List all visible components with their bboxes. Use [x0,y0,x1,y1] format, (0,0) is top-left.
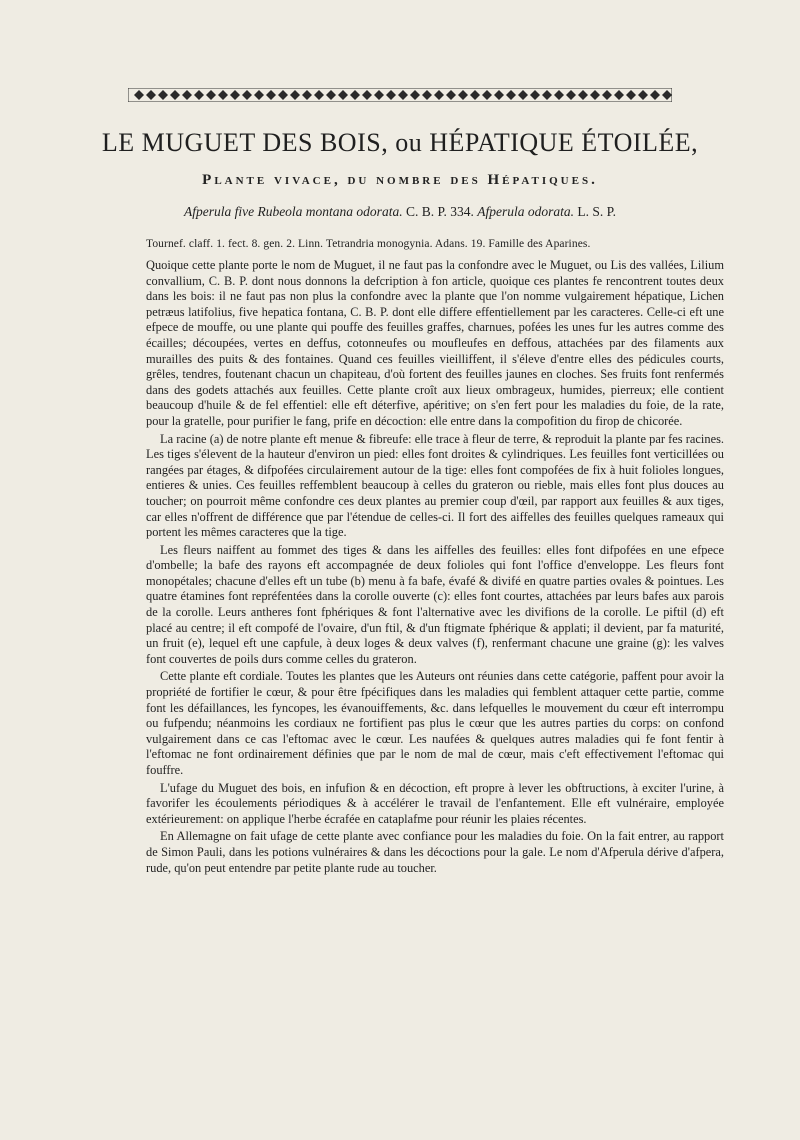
ornament-motif [290,90,300,100]
ornament-motif [422,90,432,100]
ornament-motif [638,90,648,100]
plant-subtitle: Plante vivace, du nombre des Hépatiques. [202,172,598,188]
ornament-motif [206,90,216,100]
ornament-motif [146,90,156,100]
paragraph-2: La racine (a) de notre plante eft menue & fibreufe: elle trace à fleur de terre, & reproduit la plante par fes racines. Les tiges s'élevent de la hauteur d'environ un pied: elles font droites & cylindriques. Les feuilles font verticillées ou rangées par étages, & difpofées circulairement autour de la tige: elles font compofées de fix à huit folioles longues, entieres & unies. Ces feuilles reffemblent beaucoup à celles du grateron ou rieble, mais elles font plus douces au toucher; on pourroit même confondre ces deux plantes au premier coup d'œil, par rapport aux feuilles & aux tiges, car elles n'offrent de différence que par l'étendue de celles-ci. Il fort des aiffelles des feuilles quelques rameaux qui portent les mêmes caracteres que la tige. [146,431,724,540]
ornament-motif [170,90,180,100]
ornament-motif [194,90,204,100]
ornament-motif [554,90,564,100]
ornament-motif [434,90,444,100]
ornament-motif [230,90,240,100]
ornament-motif [626,90,636,100]
ornament-motif [590,90,600,100]
ornament-motif [398,90,408,100]
ornament-motif [482,90,492,100]
ornament-motif [470,90,480,100]
ornament-motif [578,90,588,100]
paragraph-4: Cette plante eft cordiale. Toutes les plantes que les Auteurs ont réunies dans cette catégorie, paffent pour avoir la propriété de fortifier le cœur, & pour être fpécifiques dans les maladies qui femblent attaquer cette partie, comme font les défaillances, les fyncopes, les évanouiffements, &c. dans lefquelles le mouvement du cœur eft interrompu ou fufpendu; néanmoins les cordiaux ne fortifient pas plus le cœur que les autres parties du corps: on confond vulgairement dans ce cas l'eftomac avec le cœur. Les naufées & quelques autres maladies qui fe font fentir à l'eftomac ne font ordinairement définies que par le nom de mal de cœur, mais c'eft effectivement l'eftomac qui fouffre. [146,669,724,777]
ornament-motif [266,90,276,100]
ornament-band [128,88,672,102]
paragraph-5: L'ufage du Muguet des bois, en infufion & en décoction, eft propre à lever les obftructions, à exciter l'urine, à favorifer les écoulements périodiques & à accélérer le travail de l'enfantement. Elle eft vulnéraire, employée extérieurement: on applique l'herbe écrafée en cataplafme pour réunir les plaies récentes. [146,780,724,826]
ornament-motif [374,90,384,100]
ornament-motif [506,90,516,100]
paragraph-1: Quoique cette plante porte le nom de Muguet, il ne faut pas la confondre avec le Muguet, ou Lis des vallées, Lilium convallium, C. B. P. dont nous donnons la defcription à fon article, quoique ces plantes fe rencontrent toutes deux dans les bois: il ne faut pas non plus la confondre avec la plante que l'on nomme vulgairement hépatique, Lichen petræus latifolius, five hepatica fontana, C. B. P. dont elle differe effentiellement par les caracteres. Celle-ci eft une efpece de mouffe, ou une plante qui pouffe des feuilles graffes, charnues, pofées les unes fur les autres comme des écailles; découpées, vertes en deffus, cotonneufes ou moufleufes en deffous, attachées par des filaments aux murailles des puits & des fontaines. Quand ces feuilles vieilliffent, il s'éleve d'entre elles des pédicules courts, grêles, tendres, foutenant chacun un chapiteau, d'où fortent des feuilles jaunes en cloches. Ses fruits font renfermés dans des godets attachés aux feuilles. Cette plante croît aux lieux ombrageux, humides, pierreux; elle contient beaucoup d'huile & de fel effentiel: elle eft déterfive, apéritive; on s'en fert pour les maladies du foie, de la rate, pour la gratelle, pour purifier le fang, prife en décoction: elle entre dans la compofition du firop de chicorée. [146,258,724,428]
ornament-motif [458,90,468,100]
ornament-motif [254,90,264,100]
ornament-motif [518,90,528,100]
ornament-motif [350,90,360,100]
ornament-motif [158,90,168,100]
latin-ref-2: L. S. P. [577,204,617,219]
body-text [146,258,724,878]
page-title: LE MUGUET DES BOIS, ou HÉPATIQUE ÉTOILÉE, [101,128,699,157]
classification-line: Tournef. claff. 1. fect. 8. gen. 2. Linn. Tetrandria monogynia. Adans. 19. Famille des Aparines. [146,238,591,250]
latin-name-1: Afperula five Rubeola montana odorata. [183,204,403,219]
ornament-motif [614,90,624,100]
ornament-motif [326,90,336,100]
ornament-motif [494,90,504,100]
ornament-motif [530,90,540,100]
ornament-motif [278,90,288,100]
ornament-motif [542,90,552,100]
paragraph-3: Les fleurs naiffent au fommet des tiges & dans les aiffelles des feuilles: elles font difpofées en une efpece d'ombelle; la bafe des rayons eft accompagnée de deux folioles qui font l'office d'enveloppe. Les fleurs font monopétales; chacune d'elles eft un tube (b) menu à fa bafe, évafé & divifé en quatre parties ovales & pointues. Les quatre étamines font repréfentées dans la corolle ouverte (c): elles font courtes, attachées par leurs bafes aux parois de la corolle. Leurs antheres font fphériques & font l'alternative avec les divifions de la corolle. Le piftil (d) eft placé au centre; il eft compofé de l'ovaire, d'un ftil, & d'un ftigmate fphérique & applati; il devient, par fa maturité, un fruit (e), lequel eft une capfule, à deux loges & deux valves (f), renfermant chacune une graine (g): les valves font couvertes de poils durs comme celles du grateron. [146,542,724,666]
ornament-motif [410,90,420,100]
ornament-motif [362,90,372,100]
ornament-motif [218,90,228,100]
ornament-motif [386,90,396,100]
ornament-motif [182,90,192,100]
ornament-motif [650,90,660,100]
ornament-motif [602,90,612,100]
ornament-motif [662,90,672,100]
latin-names-line [0,204,800,220]
ornament-motif [314,90,324,100]
latin-name-2: Afperula odorata. [477,204,574,219]
paragraph-6: En Allemagne on fait ufage de cette plante avec confiance pour les maladies du foie. On la fait entrer, au rapport de Simon Pauli, dans les potions vulnéraires & dans les décoctions pour la gale. Le nom d'Afperula dérive d'afpera, rude, qu'on peut entendre par petite plante rude au toucher. [146,829,724,875]
ornament-motif [566,90,576,100]
ornament-motif [446,90,456,100]
ornament-motif [302,90,312,100]
ornament-motif [338,90,348,100]
ornament-motif [134,90,144,100]
latin-ref-1: C. B. P. 334. [405,204,474,219]
ornament-motif [242,90,252,100]
